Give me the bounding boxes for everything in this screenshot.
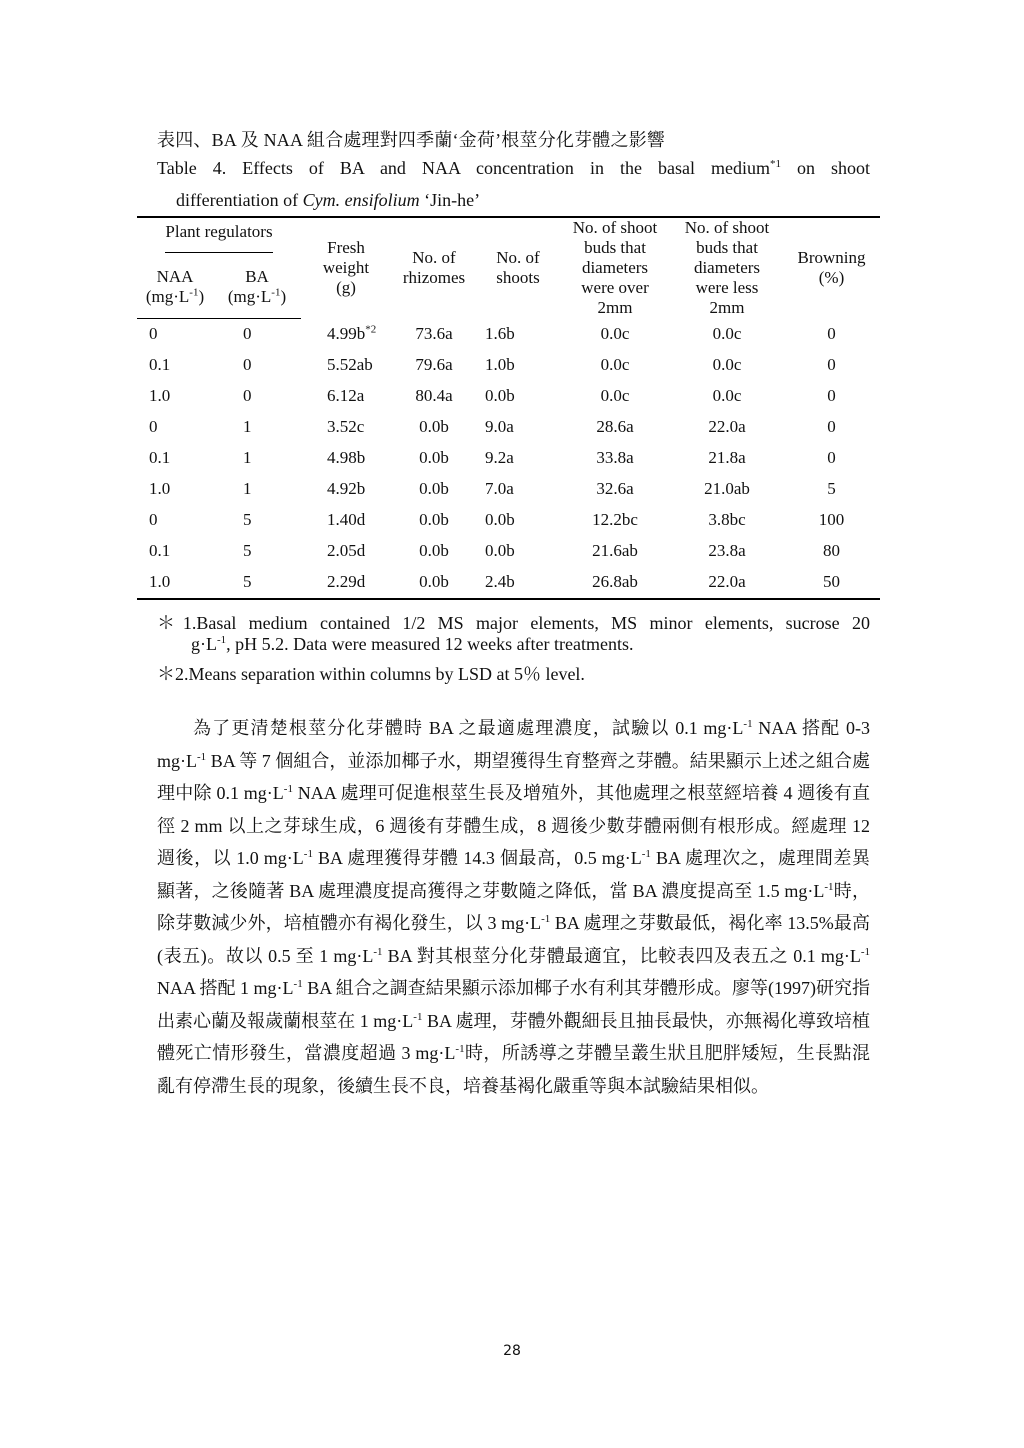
table-row	[137, 381, 880, 412]
cell-sh: 2.4b	[477, 567, 559, 599]
cell-fw: 4.92b	[327, 479, 366, 498]
cell-br: 0	[827, 417, 836, 436]
cell-over: 0.0c	[600, 386, 630, 405]
cell-over: 32.6a	[596, 479, 634, 498]
cell-over: 0.0c	[600, 355, 630, 374]
species-name: Cym. ensifolium	[302, 190, 420, 210]
cell-sh: 1.0b	[485, 355, 515, 374]
cell-less: 22.0a	[708, 417, 746, 436]
cell-ba: 5	[243, 541, 252, 560]
footnote-1-cont: $g\cdot L^{-1}$, pH 5.2. Data were measured 12 weeks after treatments.	[191, 634, 634, 654]
header-ba: BA $(mg\cdot L^{-1})$	[213, 256, 301, 318]
cell-naa: 0.1	[149, 448, 171, 467]
cell-rh: 79.6a	[415, 355, 453, 374]
cell-less: 23.8a	[708, 541, 746, 560]
cell-rh: 0.0b	[419, 448, 449, 467]
header-buds-less-2mm: No. of shoot buds that diameters were less 2mm	[671, 217, 783, 318]
cell-br: 100	[818, 510, 845, 529]
cell-fw: 2.29d	[301, 567, 391, 599]
cell-over: 26.8ab	[559, 567, 671, 599]
cell-sh: 9.2a	[485, 448, 514, 467]
cell-ba: 0	[243, 355, 252, 374]
table-row	[137, 318, 880, 350]
header-naa: NAA $(mg\cdot L^{-1})$	[137, 256, 213, 318]
cell-naa: 0	[149, 510, 158, 529]
header-rhizomes: No. of rhizomes	[391, 217, 477, 318]
cell-fw: 5.52ab	[327, 355, 373, 374]
caption-text-2: differentiation of	[176, 190, 303, 210]
cell-over: 0.0c	[600, 323, 630, 343]
cell-rh: 80.4a	[415, 386, 453, 405]
cell-less: 21.0ab	[704, 479, 750, 498]
cell-br: 80	[823, 541, 840, 560]
results-table	[137, 216, 880, 600]
cell-br: 0	[827, 448, 836, 467]
cell-rh: 0.0b	[419, 479, 449, 498]
cell-ba: 5	[213, 567, 301, 599]
cell-less: 21.8a	[708, 448, 746, 467]
cell-less: 0.0c	[712, 323, 742, 343]
cell-rh: 0.0b	[419, 510, 449, 529]
cell-ba: 5	[243, 510, 252, 529]
cell-rh: 0.0b	[391, 567, 477, 599]
cell-ba: 0	[243, 324, 252, 343]
header-buds-over-2mm: No. of shoot buds that diameters were over 2mm	[559, 217, 671, 318]
cell-naa: 0	[149, 324, 158, 343]
cell-naa: 1.0	[149, 479, 171, 498]
cell-sh: 7.0a	[485, 479, 514, 498]
cell-ba: 1	[243, 479, 252, 498]
cell-br: 50	[783, 567, 880, 599]
table-caption-english-line2	[176, 190, 480, 211]
cell-rh: 73.6a	[415, 323, 453, 343]
cell-rh: 0.0b	[419, 541, 449, 560]
caption-footnote-mark: *1	[769, 158, 781, 170]
table-row	[137, 412, 880, 443]
cell-naa: 0.1	[149, 541, 171, 560]
body-paragraph: 為了更清楚根莖分化芽體時 BA 之最適處理濃度，試驗以 0.1 $mg\cdot L^{-1}$ NAA 搭配 0-3 $mg\cdot L^{-1}$ BA 等 7 個組合，並添加椰子水，期望獲得生育整齊之芽體。結果顯示上述之組合處理中除 0.1 $mg\cdot L^{-1}$ NAA 處理可促進根莖生長及增殖外，其他處理之根莖經培養 4 週後有直徑 2 mm 以上之芽球生成，6 週後有芽體生成，8 週後少數芽體兩側有根形成。經處理 12 週後，以 1.0 $mg\cdot L^{-1}$ BA 處理獲得芽體 14.3 個最高，0.5 $mg\cdot L^{-1}$ BA 處理次之，處理間差異顯著，之後隨著 BA 處理濃度提高獲得之芽數隨之降低，當 BA 濃度提高至 1.5 $mg\cdot L^{-1}$時，除芽數減少外，培植體亦有褐化發生，以 3 $mg\cdot L^{-1}$ BA 處理之芽數最低，褐化率 13.5%最高(表五)。故以 0.5 至 1 $mg\cdot L^{-1}$ BA 對其根莖分化芽體最適宜，比較表四及表五之 0.1 $mg\cdot L^{-1}$ NAA 搭配 1 $mg\cdot L^{-1}$ BA 組合之調查結果顯示添加椰子水有利其芽體形成。廖等(1997)研究指出素心蘭及報歲蘭根莖在 1 $mg\cdot L^{-1}$ BA 處理，芽體外觀細長且抽長最快，亦無褐化導致培植體死亡情形發生，當濃度超過 3 $mg\cdot L^{-1}$時，所誘導之芽體呈叢生狀且肥胖矮短，生長點混亂有停滯生長的現象，後續生長不良，培養基褐化嚴重等與本試驗結果相似。	[157, 718, 871, 1096]
header-browning: Browning (%)	[783, 217, 880, 318]
cell-sh: 1.6b	[485, 323, 515, 343]
cell-br: 0	[827, 323, 836, 343]
cultivar-name: ‘Jin-he’	[419, 190, 481, 210]
cell-sh: 0.0b	[485, 510, 515, 529]
header-plant-regulators: Plant regulators	[137, 217, 301, 256]
cell-rh: 0.0b	[419, 417, 449, 436]
footnote-2: ＊2.Means separation within columns by LSD at 5％ level.	[157, 664, 585, 684]
cell-over: 12.2bc	[592, 510, 638, 529]
page-number: 28	[503, 1343, 521, 1359]
caption-text-tail: on shoot	[780, 158, 870, 178]
cell-fw: 1.40d	[327, 510, 366, 529]
cell-ba: 1	[243, 448, 252, 467]
cell-over: 33.8a	[596, 448, 634, 467]
caption-text: Table 4. Effects of BA and NAA concentration in the basal medium	[157, 158, 770, 178]
cell-sh: 0.0b	[485, 386, 515, 405]
footnote-1: ＊1.Basal medium contained 1/2 MS major elements, MS minor elements, sucrose 20	[157, 613, 870, 633]
cell-fw: 6.12a	[327, 386, 365, 405]
cell-fw: 3.52c	[327, 417, 365, 436]
cell-sh: 0.0b	[485, 541, 515, 560]
cell-over: 21.6ab	[592, 541, 638, 560]
header-fresh-weight: Fresh weight (g)	[301, 217, 391, 318]
cell-less: 22.0a	[671, 567, 783, 599]
cell-br: 0	[827, 386, 836, 405]
cell-less: 0.0c	[712, 355, 742, 374]
cell-ba: 1	[243, 417, 252, 436]
table-caption-chinese: 表四、BA 及 NAA 組合處理對四季蘭‘金荷’根莖分化芽體之影響	[157, 130, 666, 150]
cell-sh: 9.0a	[485, 417, 514, 436]
header-shoots: No. of shoots	[477, 217, 559, 318]
table-row	[137, 536, 880, 567]
table-row	[137, 505, 880, 536]
cell-naa: 1.0	[137, 567, 213, 599]
table-row	[137, 350, 880, 381]
table-caption-english-line1	[157, 158, 870, 179]
cell-over: 28.6a	[596, 417, 634, 436]
cell-fw: 4.98b	[327, 448, 366, 467]
cell-fw: $4.99b^{*2}$	[327, 323, 377, 343]
table-row	[137, 567, 880, 599]
cell-br: 5	[827, 479, 836, 498]
cell-ba: 0	[243, 386, 252, 405]
cell-fw: 2.05d	[327, 541, 366, 560]
cell-br: 0	[827, 355, 836, 374]
cell-naa: 0	[149, 417, 158, 436]
table-row	[137, 443, 880, 474]
cell-naa: 1.0	[149, 386, 171, 405]
cell-naa: 0.1	[149, 355, 171, 374]
table-row	[137, 474, 880, 505]
cell-less: 3.8bc	[708, 510, 746, 529]
cell-less: 0.0c	[712, 386, 742, 405]
